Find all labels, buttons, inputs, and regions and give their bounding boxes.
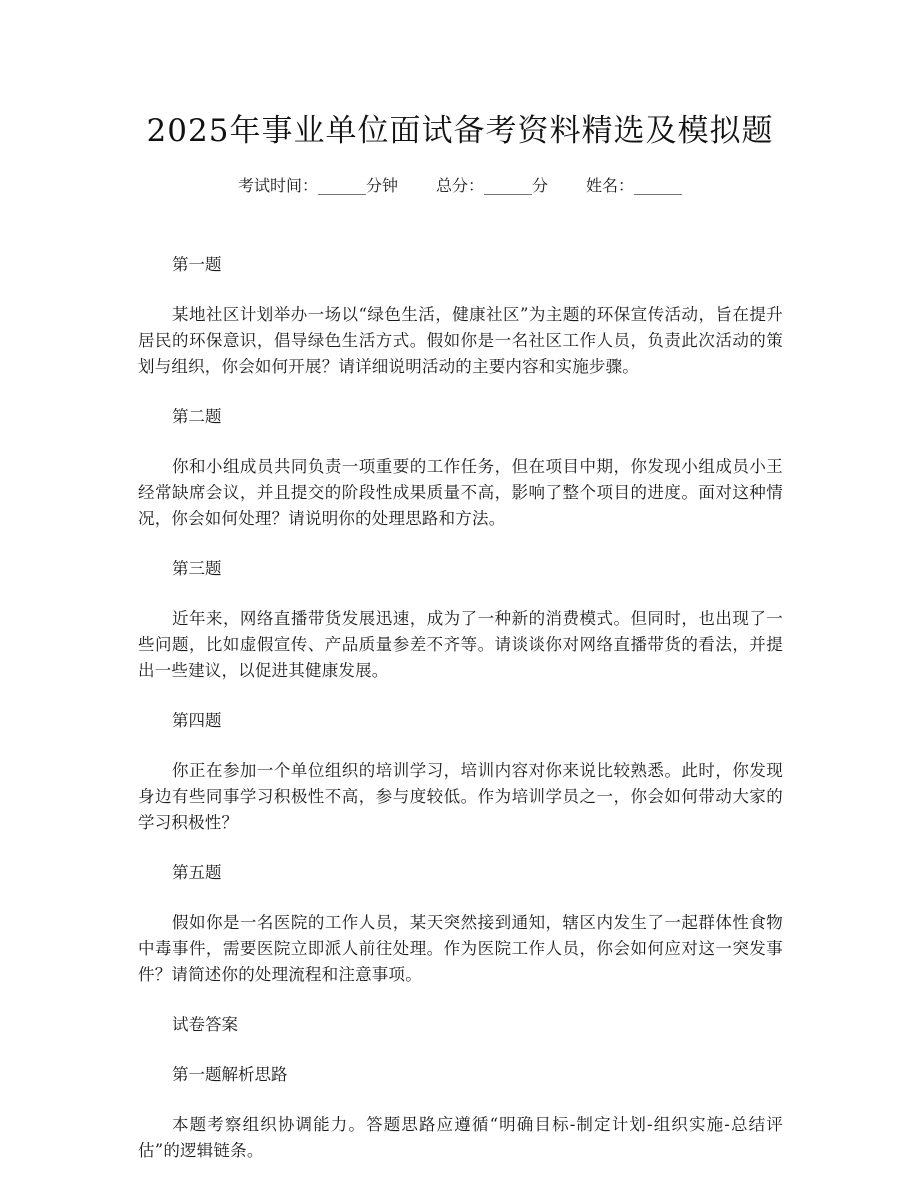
question-heading: 第四题	[172, 711, 222, 730]
page-title: 2025年事业单位面试备考资料精选及模拟题	[146, 113, 774, 149]
question-heading: 第三题	[172, 559, 222, 578]
question-text: 你和小组成员共同负责一项重要的工作任务，但在项目中期，你发现小组成员小王经常缺席会议，并且提交的阶段性成果质量不高，影响了整个项目的进度。面对这种情况，你会如何处理？请说明你的处理思路和方法。	[138, 457, 783, 528]
score-label: 总分：	[435, 176, 484, 195]
question-heading: 第五题	[172, 863, 222, 882]
question-heading: 第二题	[172, 407, 222, 426]
question-text: 某地社区计划举办一场以“绿色生活，健康社区”为主题的环保宣传活动，旨在提升居民的环保意识，倡导绿色生活方式。假如你是一名社区工作人员，负责此次活动的策划与组织，你会如何开展？请详细说明活动的主要内容和实施步骤。	[138, 305, 783, 376]
question-text: 近年来，网络直播带货发展迅速，成为了一种新的消费模式。但同时，也出现了一些问题，比如虚假宣传、产品质量参差不齐等。请谈谈你对网络直播带货的看法，并提出一些建议，以促进其健康发展。	[138, 609, 783, 680]
analysis-text: 本题考察组织协调能力。答题思路应遵循“明确目标-制定计划-组织实施-总结评估”的逻辑链条。	[138, 1115, 783, 1160]
question-text: 你正在参加一个单位组织的培训学习，培训内容对你来说比较熟悉。此时，你发现身边有些同事学习积极性不高，参与度较低。作为培训学员之一，你会如何带动大家的学习积极性？	[138, 761, 783, 832]
exam-meta-line	[0, 173, 920, 199]
time-unit: 分钟	[365, 176, 398, 195]
question-text: 假如你是一名医院的工作人员，某天突然接到通知，辖区内发生了一起群体性食物中毒事件，需要医院立即派人前往处理。作为医院工作人员，你会如何应对这一突发事件？请简述你的处理流程和注意事项。	[138, 913, 783, 984]
time-blank: ______	[317, 176, 366, 195]
document-body	[138, 252, 783, 1164]
analysis-heading: 第一题解析思路	[172, 1065, 288, 1084]
score-blank: ______	[484, 176, 532, 195]
question-heading: 第一题	[172, 255, 222, 274]
time-label: 考试时间：	[237, 176, 318, 195]
score-unit: 分	[532, 176, 549, 195]
name-label: 姓名：	[586, 176, 635, 195]
answers-heading: 试卷答案	[172, 1015, 238, 1034]
name-blank: ______	[634, 176, 683, 195]
